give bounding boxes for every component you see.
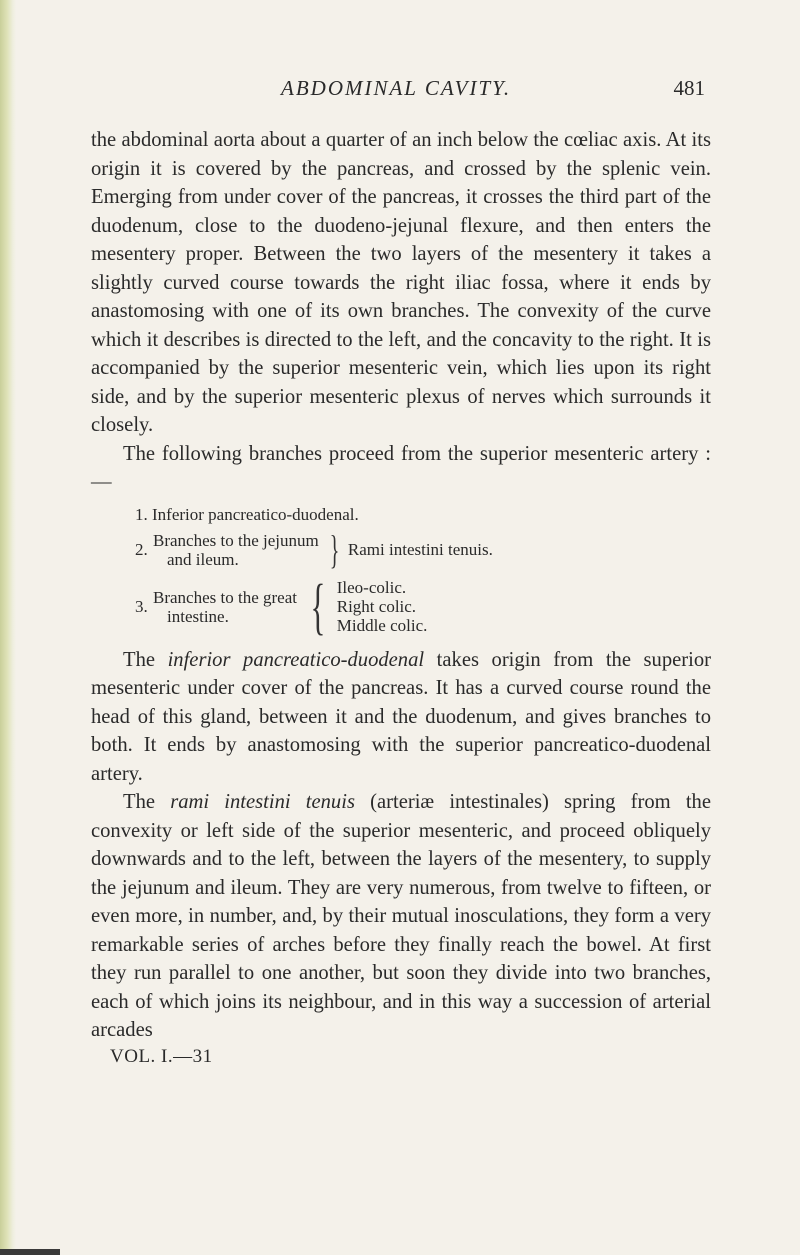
branch-right-colic: Right colic. — [336, 597, 417, 616]
running-title: ABDOMINAL CAVITY. — [281, 76, 512, 100]
branch-list — [135, 504, 711, 641]
branch-list-item-2 — [135, 526, 711, 572]
closing-brace: } — [329, 526, 340, 572]
signature-mark: —31 — [173, 1045, 213, 1067]
running-head — [91, 76, 711, 106]
branch-list-item-3-line-2: intestine. — [167, 606, 229, 626]
signature-line — [110, 1045, 711, 1069]
paragraph-4 — [91, 788, 711, 1045]
paragraph-3-term: inferior pancreatico-duodenal — [167, 648, 425, 671]
paragraph-4-rest: (arteriæ intestinales) spring from the convexity or left side of the superior mesenteric, and proceed obliquely downwards and to the left, between the layers of the mesentery, to supply the jejunum and ileum. They are very numerous, from twelve to fifteen, or even more, in number, and, by their mutual inosculations, they form a very remarkable series of arches before they finally reach the bowel. At first they run parallel to one another, but soon they divide into two branches, each of which joins its neighbour, and in this way a succession of arterial arcades — [91, 791, 711, 1041]
branch-list-item-3-grouped — [337, 578, 428, 635]
branch-list-item-2-label — [153, 531, 319, 569]
branch-list-item-3-label — [153, 588, 297, 626]
opening-brace: { — [310, 572, 326, 641]
branch-list-item-2-grouped: Rami intestini tenuis. — [347, 540, 493, 559]
page-corner-shadow — [0, 1249, 60, 1255]
branch-list-item-1-text: Inferior pancreatico-duodenal. — [152, 504, 359, 524]
book-page — [91, 76, 711, 1069]
branch-list-item-3-line-1: Branches to the great — [153, 587, 297, 607]
branch-list-item-3-number: 3. — [135, 597, 148, 616]
page-binding-edge — [0, 0, 16, 1255]
paragraph-4-term: rami intestini tenuis — [170, 791, 355, 813]
branch-list-item-1-number: 1. — [135, 504, 148, 524]
paragraph-3-lead: The — [123, 648, 168, 671]
volume-label: VOL. I. — [110, 1045, 174, 1067]
paragraph-4-lead: The — [123, 791, 171, 813]
page-number: 481 — [673, 76, 705, 100]
branch-list-item-2-line-2: and ileum. — [167, 549, 239, 569]
branch-list-item-3 — [135, 572, 711, 641]
branch-middle-colic: Middle colic. — [336, 616, 428, 635]
body-text — [91, 126, 711, 1045]
branch-ileo-colic: Ileo-colic. — [336, 578, 407, 597]
branch-list-item-2-number: 2. — [135, 540, 148, 559]
paragraph-1: the abdominal aorta about a quarter of an inch below the cœliac axis. At its origin it is covered by the pancreas, and crossed by the splenic vein. Emerging from under cover of the pancreas, it crosses the third part of the duodenum, close to the duodeno-jejunal flexure, and then enters the mesentery proper. Between the two layers of the mesentery it takes a slightly curved course towards the right iliac fossa, where it ends by anastomosing with one of its own branches. The convexity of the curve which it describes is directed to the left, and the concavity to the right. It is accompanied by the superior mesenteric vein, which lies upon its right side, and by the superior mesenteric plexus of nerves which surrounds it closely. — [91, 129, 711, 436]
paragraph-3-rest: takes origin from the superior mesenteric under cover of the pancreas. It has a curved course round the head of this gland, between it and the duodenum, and gives branches to both. It ends by anastomosing with the superior pancreatico-duodenal artery. — [91, 648, 712, 785]
paragraph-2: The following branches proceed from the superior mesenteric artery :— — [91, 442, 711, 493]
branch-list-item-2-line-1: Branches to the jejunum — [153, 530, 319, 550]
branch-list-item-1 — [135, 505, 711, 524]
paragraph-3 — [91, 646, 711, 789]
